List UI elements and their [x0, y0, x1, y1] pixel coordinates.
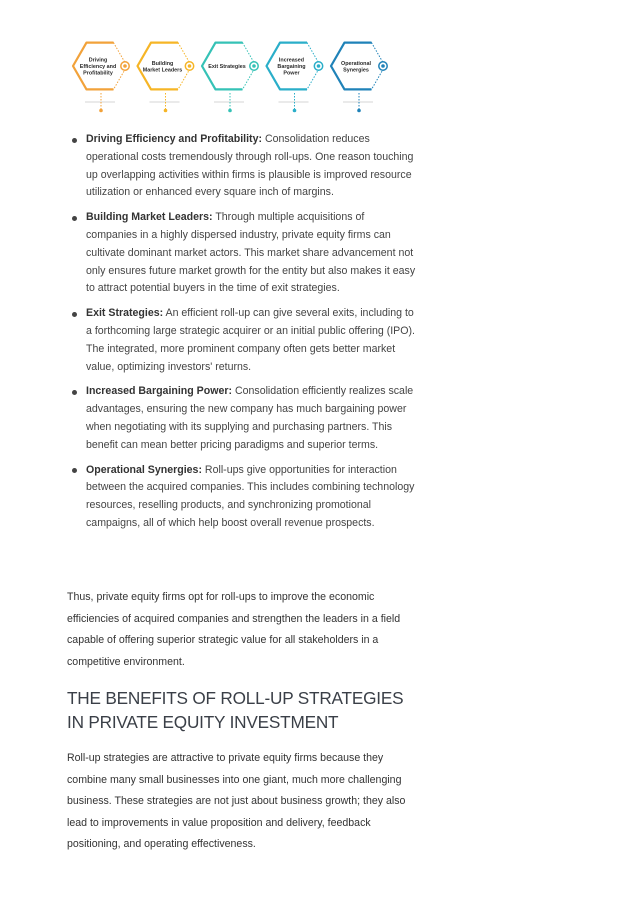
step-label: Driving: [88, 57, 108, 64]
bullet-term: Exit Strategies:: [86, 307, 164, 320]
bullet-text: Through multiple acquisitions of companies in a highly dispersed industry, private equity firms can cultivate dominant market actors. This market share advancement not only ensures future market growth for the entity but also makes it easy to attract potential buyers in the time of exit strategies.: [86, 211, 416, 295]
bullet-text: Roll-ups give opportunities for interaction between the acquired companies. This includes combining technology resources, reselling products, and synchronizing promotional campaigns, all of which help boost overall revenue prospects.: [86, 463, 415, 529]
step-label: Operational: [341, 60, 371, 67]
drop-dot-icon: [164, 109, 168, 113]
bullet-text: An efficient roll-up can give several exits, including to a forthcoming large strategic acquirer or an initial public offering (IPO). The integrated, more prominent company often gets better market value, optimizing investors' returns.: [86, 307, 415, 373]
step-label: Profitability: [83, 70, 113, 77]
step-label: Increased: [278, 57, 305, 64]
step-label: Market Leaders: [142, 67, 183, 74]
infographic-step: [202, 43, 258, 113]
drop-dot-icon: [357, 109, 361, 113]
connector-dot-icon: [252, 64, 256, 68]
infographic-step: [138, 43, 194, 113]
infographic-step: [73, 43, 129, 113]
list-item: [67, 462, 417, 533]
connector-dot-icon: [123, 64, 127, 68]
step-label: Bargaining: [277, 64, 306, 70]
drop-dot-icon: [99, 109, 103, 113]
step-label: Synergies: [343, 67, 369, 74]
bullet-icon: [72, 312, 77, 317]
bullet-icon: [72, 468, 77, 473]
bullet-term: Operational Synergies:: [86, 463, 202, 476]
list-item: [67, 131, 417, 202]
infographic-step: [331, 43, 387, 113]
roll-up-benefits-infographic: [70, 34, 390, 116]
infographic-step: [267, 43, 323, 113]
bullet-text: Consolidation reduces operational costs tremendously through roll-ups. One reason touching up overlapping activities within firms is plausible is improved resource utilization or enhanced every square inch of margins.: [86, 133, 414, 199]
list-item: [67, 383, 417, 454]
benefits-list: [67, 131, 417, 540]
intro-paragraph: Roll-up strategies are attractive to private equity firms because they combine many small businesses into one giant, much more challenging business. These strategies are not just about business growth; they also lead to improvements in value proposition and delivery, feedback positioning, and operating effectiveness.: [67, 752, 406, 850]
step-label: Efficiency and: [79, 64, 117, 70]
connector-dot-icon: [381, 64, 385, 68]
summary-paragraph: Thus, private equity firms opt for roll-ups to improve the economic efficiencies of acquired companies and strengthen the leaders in a field capable of offering superior strategic value for all stakeholders in a competitive environment.: [67, 591, 401, 668]
drop-dot-icon: [228, 109, 232, 113]
bullet-icon: [72, 216, 77, 221]
bullet-term: Increased Bargaining Power:: [86, 385, 233, 398]
section-heading: THE BENEFITS OF ROLL-UP STRATEGIES IN PRIVATE EQUITY INVESTMENT: [67, 688, 404, 732]
step-label: Power: [283, 70, 300, 77]
bullet-icon: [72, 138, 77, 143]
drop-dot-icon: [293, 109, 297, 113]
step-label: Building: [151, 60, 174, 67]
bullet-term: Driving Efficiency and Profitability:: [86, 133, 263, 145]
connector-dot-icon: [317, 64, 321, 68]
bullet-text: Consolidation efficiently realizes scale advantages, ensuring the new company has much bargaining power when negotiating with its supplying and purchasing partners. This benefit can mean better pricing paradigms and superior terms.: [86, 385, 414, 451]
list-item: [67, 209, 417, 298]
connector-dot-icon: [188, 64, 192, 68]
step-label: Exit Strategies: [208, 64, 246, 70]
list-item: [67, 305, 417, 376]
bullet-term: Building Market Leaders:: [86, 211, 213, 224]
bullet-icon: [72, 390, 77, 395]
